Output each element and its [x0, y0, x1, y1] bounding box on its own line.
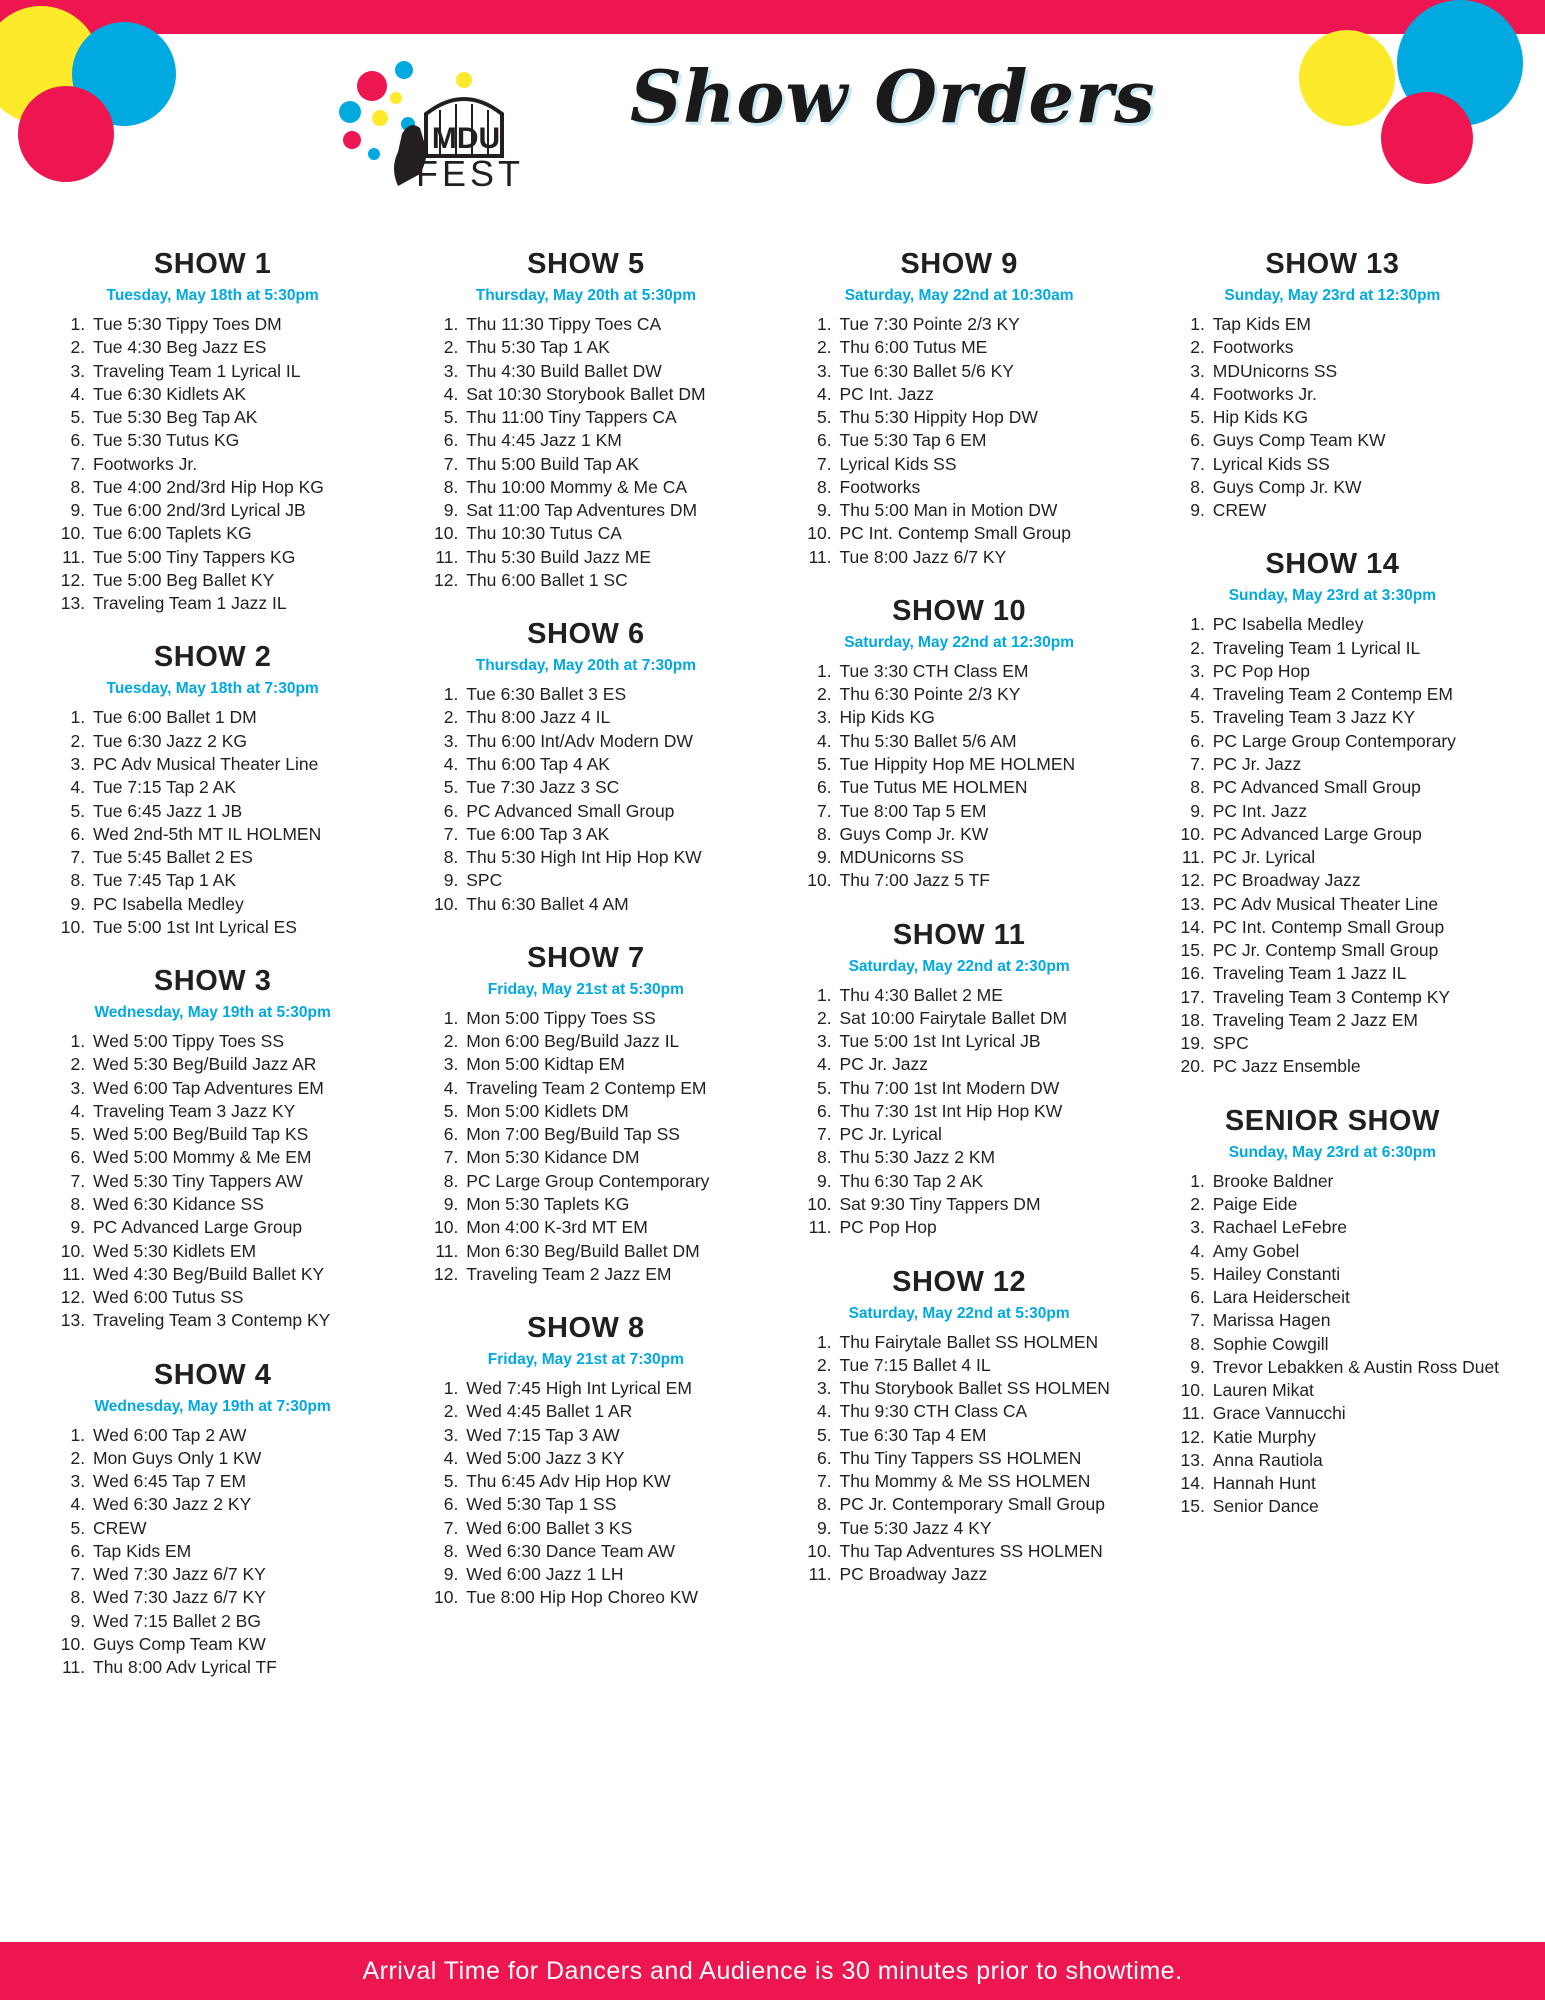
list-item: 14. Hannah Hunt — [1210, 1472, 1509, 1495]
decorative-circle-pink-right — [1381, 92, 1473, 184]
list-item: 6. Tap Kids EM — [90, 1540, 389, 1563]
list-item: 3. Tue 5:00 1st Int Lyrical JB — [837, 1030, 1136, 1053]
list-item: 5. Mon 5:00 Kidlets DM — [463, 1100, 762, 1123]
list-item: 1. Mon 5:00 Tippy Toes SS — [463, 1007, 762, 1030]
show-block — [409, 1312, 762, 1610]
list-item: 5. Thu 7:00 1st Int Modern DW — [837, 1077, 1136, 1100]
list-item: 1. Thu Fairytale Ballet SS HOLMEN — [837, 1331, 1136, 1354]
list-item: 2. Traveling Team 1 Lyrical IL — [1210, 637, 1509, 660]
list-item: 1. Tue 7:30 Pointe 2/3 KY — [837, 313, 1136, 336]
list-item: 8. Wed 6:30 Kidance SS — [90, 1193, 389, 1216]
list-item: 9. PC Isabella Medley — [90, 893, 389, 916]
list-item: 5. Thu 5:30 Hippity Hop DW — [837, 406, 1136, 429]
show-title: SHOW 3 — [153, 965, 272, 998]
show-column — [773, 248, 1146, 1705]
list-item: 6. Tue 5:30 Tutus KG — [90, 429, 389, 452]
list-item: 11. Thu 8:00 Adv Lyrical TF — [90, 1656, 389, 1679]
list-item: 6. Tue 5:30 Tap 6 EM — [837, 429, 1136, 452]
list-item: 9. SPC — [463, 869, 762, 892]
list-item: 2. Sat 10:00 Fairytale Ballet DM — [837, 1007, 1136, 1030]
list-item: 5. Tue 6:30 Tap 4 EM — [837, 1424, 1136, 1447]
show-date: Sunday, May 23rd at 6:30pm — [1228, 1143, 1437, 1161]
list-item: 8. PC Large Group Contemporary — [463, 1170, 762, 1193]
list-item: 8. Thu 5:30 Jazz 2 KM — [837, 1146, 1136, 1169]
footer-note: Arrival Time for Dancers and Audience is 30 minutes prior to showtime. — [0, 1942, 1545, 2000]
list-item: 6. Wed 5:00 Mommy & Me EM — [90, 1146, 389, 1169]
list-item: 1. Tue 6:00 Ballet 1 DM — [90, 706, 389, 729]
list-item: 1. Thu 11:30 Tippy Toes CA — [463, 313, 762, 336]
list-item: 9. Mon 5:30 Taplets KG — [463, 1193, 762, 1216]
list-item: 11. Wed 4:30 Beg/Build Ballet KY — [90, 1263, 389, 1286]
list-item: 3. Tue 6:30 Ballet 5/6 KY — [837, 360, 1136, 383]
list-item: 8. Thu 10:00 Mommy & Me CA — [463, 476, 762, 499]
list-item: 11. PC Pop Hop — [837, 1216, 1136, 1239]
decorative-circle-pink-left — [18, 86, 114, 182]
list-item: 2. Mon 6:00 Beg/Build Jazz IL — [463, 1030, 762, 1053]
list-item: 12. Thu 6:00 Ballet 1 SC — [463, 569, 762, 592]
show-block — [1156, 548, 1509, 1078]
show-title: SHOW 10 — [892, 594, 1027, 627]
list-item: 6. Wed 5:30 Tap 1 SS — [463, 1493, 762, 1516]
list-item: 1. Tap Kids EM — [1210, 313, 1509, 336]
show-routine-list — [36, 1030, 389, 1332]
list-item: 7. Tue 5:45 Ballet 2 ES — [90, 846, 389, 869]
list-item: 12. Katie Murphy — [1210, 1426, 1509, 1449]
list-item: 1. PC Isabella Medley — [1210, 613, 1509, 636]
show-date: Wednesday, May 19th at 5:30pm — [94, 1004, 331, 1022]
list-item: 19. SPC — [1210, 1032, 1509, 1055]
list-item: 10. Tue 8:00 Hip Hop Choreo KW — [463, 1586, 762, 1609]
list-item: 7. Wed 6:00 Ballet 3 KS — [463, 1517, 762, 1540]
list-item: 10. PC Int. Contemp Small Group — [837, 522, 1136, 545]
list-item: 9. Wed 6:00 Jazz 1 LH — [463, 1563, 762, 1586]
list-item: 4. Tue 7:15 Tap 2 AK — [90, 776, 389, 799]
list-item: 15. PC Jr. Contemp Small Group — [1210, 939, 1509, 962]
list-item: 13. Anna Rautiola — [1210, 1449, 1509, 1472]
list-item: 5. Tue 6:45 Jazz 1 JB — [90, 800, 389, 823]
list-item: 2. Mon Guys Only 1 KW — [90, 1447, 389, 1470]
list-item: 1. Tue 6:30 Ballet 3 ES — [463, 683, 762, 706]
list-item: 1. Thu 4:30 Ballet 2 ME — [837, 984, 1136, 1007]
show-title: SENIOR SHOW — [1224, 1104, 1440, 1137]
show-routine-list — [783, 313, 1136, 569]
list-item: 8. Wed 7:30 Jazz 6/7 KY — [90, 1586, 389, 1609]
show-routine-list — [409, 313, 762, 592]
show-title: SHOW 11 — [892, 918, 1026, 951]
list-item: 4. Thu 9:30 CTH Class CA — [837, 1400, 1136, 1423]
list-item: 10. Thu 10:30 Tutus CA — [463, 522, 762, 545]
list-item: 1. Wed 5:00 Tippy Toes SS — [90, 1030, 389, 1053]
list-item: 7. Lyrical Kids SS — [1210, 453, 1509, 476]
list-item: 4. Sat 10:30 Storybook Ballet DM — [463, 383, 762, 406]
show-title: SHOW 1 — [153, 248, 272, 280]
list-item: 7. Thu 5:00 Build Tap AK — [463, 453, 762, 476]
list-item: 7. Mon 5:30 Kidance DM — [463, 1146, 762, 1169]
list-item: 16. Traveling Team 1 Jazz IL — [1210, 962, 1509, 985]
list-item: 7. Thu Mommy & Me SS HOLMEN — [837, 1470, 1136, 1493]
list-item: 4. Traveling Team 2 Contemp EM — [463, 1077, 762, 1100]
list-item: 8. Wed 6:30 Dance Team AW — [463, 1540, 762, 1563]
list-item: 13. Traveling Team 3 Contemp KY — [90, 1309, 389, 1332]
list-item: 7. Lyrical Kids SS — [837, 453, 1136, 476]
show-title: SHOW 5 — [527, 248, 645, 280]
list-item: 4. PC Jr. Jazz — [837, 1053, 1136, 1076]
list-item: 9. PC Advanced Large Group — [90, 1216, 389, 1239]
list-item: 10. Thu Tap Adventures SS HOLMEN — [837, 1540, 1136, 1563]
list-item: 7. Marissa Hagen — [1210, 1309, 1509, 1332]
list-item: 6. Mon 7:00 Beg/Build Tap SS — [463, 1123, 762, 1146]
show-date: Sunday, May 23rd at 3:30pm — [1228, 587, 1437, 605]
show-date: Saturday, May 22nd at 12:30pm — [844, 633, 1074, 651]
show-date: Thursday, May 20th at 7:30pm — [475, 657, 696, 675]
list-item: 3. MDUnicorns SS — [1210, 360, 1509, 383]
show-title: SHOW 4 — [153, 1358, 272, 1391]
list-item: 2. Tue 6:30 Jazz 2 KG — [90, 730, 389, 753]
list-item: 3. Wed 6:45 Tap 7 EM — [90, 1470, 389, 1493]
list-item: 10. Thu 6:30 Ballet 4 AM — [463, 893, 762, 916]
list-item: 14. PC Int. Contemp Small Group — [1210, 916, 1509, 939]
list-item: 3. Mon 5:00 Kidtap EM — [463, 1053, 762, 1076]
list-item: 2. Wed 4:45 Ballet 1 AR — [463, 1400, 762, 1423]
show-date: Saturday, May 22nd at 2:30pm — [848, 957, 1070, 975]
show-block — [783, 595, 1136, 893]
show-block — [783, 919, 1136, 1240]
list-item: 6. Wed 2nd-5th MT IL HOLMEN — [90, 823, 389, 846]
list-item: 2. Thu 5:30 Tap 1 AK — [463, 336, 762, 359]
show-block — [36, 965, 389, 1332]
list-item: 4. Wed 6:30 Jazz 2 KY — [90, 1493, 389, 1516]
list-item: 10. Mon 4:00 K-3rd MT EM — [463, 1216, 762, 1239]
list-item: 11. Tue 8:00 Jazz 6/7 KY — [837, 546, 1136, 569]
list-item: 10. PC Advanced Large Group — [1210, 823, 1509, 846]
list-item: 9. CREW — [1210, 499, 1509, 522]
show-title: SHOW 9 — [900, 248, 1018, 280]
list-item: 6. PC Large Group Contemporary — [1210, 730, 1509, 753]
list-item: 6. Thu 7:30 1st Int Hip Hop KW — [837, 1100, 1136, 1123]
list-item: 2. Footworks — [1210, 336, 1509, 359]
show-block — [409, 618, 762, 916]
list-item: 3. Traveling Team 1 Lyrical IL — [90, 360, 389, 383]
show-title: SHOW 13 — [1265, 248, 1400, 280]
list-item: 11. Tue 5:00 Tiny Tappers KG — [90, 546, 389, 569]
show-routine-list — [409, 683, 762, 916]
list-item: 2. Thu 6:00 Tutus ME — [837, 336, 1136, 359]
decorative-circle-yellow-right — [1299, 30, 1395, 126]
list-item: 5. Hip Kids KG — [1210, 406, 1509, 429]
list-item: 4. Tue 6:30 Kidlets AK — [90, 383, 389, 406]
list-item: 13. Traveling Team 1 Jazz IL — [90, 592, 389, 615]
list-item: 6. PC Advanced Small Group — [463, 800, 762, 823]
list-item: 4. Traveling Team 3 Jazz KY — [90, 1100, 389, 1123]
show-date: Thursday, May 20th at 5:30pm — [475, 287, 696, 304]
list-item: 18. Traveling Team 2 Jazz EM — [1210, 1009, 1509, 1032]
show-title: SHOW 7 — [527, 941, 645, 974]
list-item: 6. Thu Tiny Tappers SS HOLMEN — [837, 1447, 1136, 1470]
list-item: 8. PC Advanced Small Group — [1210, 776, 1509, 799]
list-item: 12. Tue 5:00 Beg Ballet KY — [90, 569, 389, 592]
list-item: 11. Thu 5:30 Build Jazz ME — [463, 546, 762, 569]
list-item: 5. Tue Hippity Hop ME HOLMEN — [837, 753, 1136, 776]
list-item: 17. Traveling Team 3 Contemp KY — [1210, 986, 1509, 1009]
list-item: 1. Brooke Baldner — [1210, 1170, 1509, 1193]
list-item: 20. PC Jazz Ensemble — [1210, 1055, 1509, 1078]
list-item: 9. Trevor Lebakken & Austin Ross Duet — [1210, 1356, 1509, 1379]
list-item: 7. Wed 7:30 Jazz 6/7 KY — [90, 1563, 389, 1586]
show-title: SHOW 8 — [527, 1312, 645, 1345]
list-item: 7. Tue 6:00 Tap 3 AK — [463, 823, 762, 846]
list-item: 2. Thu 6:30 Pointe 2/3 KY — [837, 683, 1136, 706]
svg-text:FEST: FEST — [415, 153, 525, 192]
list-item: 8. Guys Comp Jr. KW — [837, 823, 1136, 846]
list-item: 12. PC Broadway Jazz — [1210, 869, 1509, 892]
show-routine-list — [36, 313, 389, 615]
list-item: 1. Wed 6:00 Tap 2 AW — [90, 1424, 389, 1447]
show-block — [783, 1266, 1136, 1587]
list-item: 1. Tue 3:30 CTH Class EM — [837, 660, 1136, 683]
list-item: 9. Thu 5:00 Man in Motion DW — [837, 499, 1136, 522]
svg-text:MDU: MDU — [431, 122, 501, 155]
list-item: 5. Tue 7:30 Jazz 3 SC — [463, 776, 762, 799]
show-title: SHOW 12 — [892, 1265, 1027, 1298]
list-item: 3. Hip Kids KG — [837, 706, 1136, 729]
show-title: SHOW 14 — [1265, 548, 1400, 581]
list-item: 4. PC Int. Jazz — [837, 383, 1136, 406]
list-item: 2. Thu 8:00 Jazz 4 IL — [463, 706, 762, 729]
show-routine-list — [1156, 1170, 1509, 1519]
show-routine-list — [36, 1424, 389, 1680]
show-block — [409, 248, 762, 592]
show-block — [409, 942, 762, 1286]
show-routine-list — [36, 706, 389, 939]
list-item: 8. Tue 7:45 Tap 1 AK — [90, 869, 389, 892]
show-date: Saturday, May 22nd at 5:30pm — [848, 1304, 1070, 1322]
list-item: 4. Traveling Team 2 Contemp EM — [1210, 683, 1509, 706]
show-date: Friday, May 21st at 7:30pm — [487, 1351, 684, 1369]
list-item: 1. Wed 7:45 High Int Lyrical EM — [463, 1377, 762, 1400]
list-item: 8. Guys Comp Jr. KW — [1210, 476, 1509, 499]
list-item: 10. Sat 9:30 Tiny Tappers DM — [837, 1193, 1136, 1216]
show-routine-list — [409, 1007, 762, 1286]
list-item: 3. Wed 6:00 Tap Adventures EM — [90, 1077, 389, 1100]
list-item: 6. Lara Heiderscheit — [1210, 1286, 1509, 1309]
list-item: 8. Sophie Cowgill — [1210, 1333, 1509, 1356]
list-item: 5. CREW — [90, 1517, 389, 1540]
show-routine-list — [783, 660, 1136, 893]
show-block — [783, 248, 1136, 569]
list-item: 10. Tue 6:00 Taplets KG — [90, 522, 389, 545]
list-item: 12. Traveling Team 2 Jazz EM — [463, 1263, 762, 1286]
show-column — [399, 248, 772, 1705]
show-routine-list — [1156, 613, 1509, 1078]
list-item: 4. Amy Gobel — [1210, 1240, 1509, 1263]
show-date: Wednesday, May 19th at 7:30pm — [94, 1397, 331, 1415]
list-item: 10. Lauren Mikat — [1210, 1379, 1509, 1402]
list-item: 7. Wed 5:30 Tiny Tappers AW — [90, 1170, 389, 1193]
show-block — [36, 641, 389, 939]
list-item: 9. Tue 6:00 2nd/3rd Lyrical JB — [90, 499, 389, 522]
list-item: 9. Tue 5:30 Jazz 4 KY — [837, 1517, 1136, 1540]
list-item: 3. Wed 7:15 Tap 3 AW — [463, 1424, 762, 1447]
list-item: 7. Footworks Jr. — [90, 453, 389, 476]
list-item: 5. Thu 6:45 Adv Hip Hop KW — [463, 1470, 762, 1493]
show-column — [1146, 248, 1519, 1705]
show-date: Tuesday, May 18th at 7:30pm — [106, 680, 319, 698]
list-item: 3. PC Adv Musical Theater Line — [90, 753, 389, 776]
list-item: 11. PC Broadway Jazz — [837, 1563, 1136, 1586]
list-item: 10. Wed 5:30 Kidlets EM — [90, 1240, 389, 1263]
list-item: 2. Tue 4:30 Beg Jazz ES — [90, 336, 389, 359]
list-item: 13. PC Adv Musical Theater Line — [1210, 893, 1509, 916]
list-item: 11. Mon 6:30 Beg/Build Ballet DM — [463, 1240, 762, 1263]
list-item: 5. Traveling Team 3 Jazz KY — [1210, 706, 1509, 729]
list-item: 7. Tue 8:00 Tap 5 EM — [837, 800, 1136, 823]
show-routine-list — [1156, 313, 1509, 522]
show-orders-grid — [0, 248, 1545, 1705]
list-item: 10. Guys Comp Team KW — [90, 1633, 389, 1656]
list-item: 7. PC Jr. Lyrical — [837, 1123, 1136, 1146]
list-item: 8. Thu 5:30 High Int Hip Hop KW — [463, 846, 762, 869]
list-item: 5. Tue 5:30 Beg Tap AK — [90, 406, 389, 429]
list-item: 3. PC Pop Hop — [1210, 660, 1509, 683]
list-item: 6. Tue Tutus ME HOLMEN — [837, 776, 1136, 799]
show-routine-list — [409, 1377, 762, 1610]
page-title: Show Orders — [630, 54, 1156, 139]
mdu-fest-logo — [330, 52, 590, 192]
list-item: 12. Wed 6:00 Tutus SS — [90, 1286, 389, 1309]
list-item: 2. Tue 7:15 Ballet 4 IL — [837, 1354, 1136, 1377]
list-item: 15. Senior Dance — [1210, 1495, 1509, 1518]
show-block — [1156, 248, 1509, 522]
show-block — [36, 248, 389, 615]
show-date: Sunday, May 23rd at 12:30pm — [1224, 287, 1441, 304]
list-item: 8. Footworks — [837, 476, 1136, 499]
list-item: 6. Guys Comp Team KW — [1210, 429, 1509, 452]
list-item: 3. Thu 6:00 Int/Adv Modern DW — [463, 730, 762, 753]
list-item: 1. Tue 5:30 Tippy Toes DM — [90, 313, 389, 336]
show-block — [36, 1359, 389, 1680]
list-item: 5. Wed 5:00 Beg/Build Tap KS — [90, 1123, 389, 1146]
list-item: 4. Footworks Jr. — [1210, 383, 1509, 406]
list-item: 2. Wed 5:30 Beg/Build Jazz AR — [90, 1053, 389, 1076]
list-item: 3. Rachael LeFebre — [1210, 1216, 1509, 1239]
list-item: 9. Wed 7:15 Ballet 2 BG — [90, 1610, 389, 1633]
show-routine-list — [783, 1331, 1136, 1587]
list-item: 11. Grace Vannucchi — [1210, 1402, 1509, 1425]
list-item: 9. Thu 6:30 Tap 2 AK — [837, 1170, 1136, 1193]
list-item: 3. Thu 4:30 Build Ballet DW — [463, 360, 762, 383]
list-item: 2. Paige Eide — [1210, 1193, 1509, 1216]
list-item: 8. Tue 4:00 2nd/3rd Hip Hop KG — [90, 476, 389, 499]
list-item: 4. Thu 5:30 Ballet 5/6 AM — [837, 730, 1136, 753]
show-column — [26, 248, 399, 1705]
show-date: Saturday, May 22nd at 10:30am — [844, 287, 1074, 304]
list-item: 9. MDUnicorns SS — [837, 846, 1136, 869]
show-title: SHOW 2 — [153, 641, 272, 674]
list-item: 3. Thu Storybook Ballet SS HOLMEN — [837, 1377, 1136, 1400]
list-item: 10. Thu 7:00 Jazz 5 TF — [837, 869, 1136, 892]
list-item: 9. Sat 11:00 Tap Adventures DM — [463, 499, 762, 522]
show-date: Friday, May 21st at 5:30pm — [487, 980, 684, 998]
list-item: 8. PC Jr. Contemporary Small Group — [837, 1493, 1136, 1516]
show-title: SHOW 6 — [527, 618, 645, 651]
show-block — [1156, 1105, 1509, 1519]
list-item: 11. PC Jr. Lyrical — [1210, 846, 1509, 869]
list-item: 6. Thu 4:45 Jazz 1 KM — [463, 429, 762, 452]
list-item: 7. PC Jr. Jazz — [1210, 753, 1509, 776]
list-item: 5. Hailey Constanti — [1210, 1263, 1509, 1286]
list-item: 5. Thu 11:00 Tiny Tappers CA — [463, 406, 762, 429]
show-date: Tuesday, May 18th at 5:30pm — [106, 287, 319, 304]
list-item: 4. Thu 6:00 Tap 4 AK — [463, 753, 762, 776]
page-header — [0, 0, 1545, 210]
list-item: 10. Tue 5:00 1st Int Lyrical ES — [90, 916, 389, 939]
list-item: 4. Wed 5:00 Jazz 3 KY — [463, 1447, 762, 1470]
list-item: 9. PC Int. Jazz — [1210, 800, 1509, 823]
show-routine-list — [783, 984, 1136, 1240]
